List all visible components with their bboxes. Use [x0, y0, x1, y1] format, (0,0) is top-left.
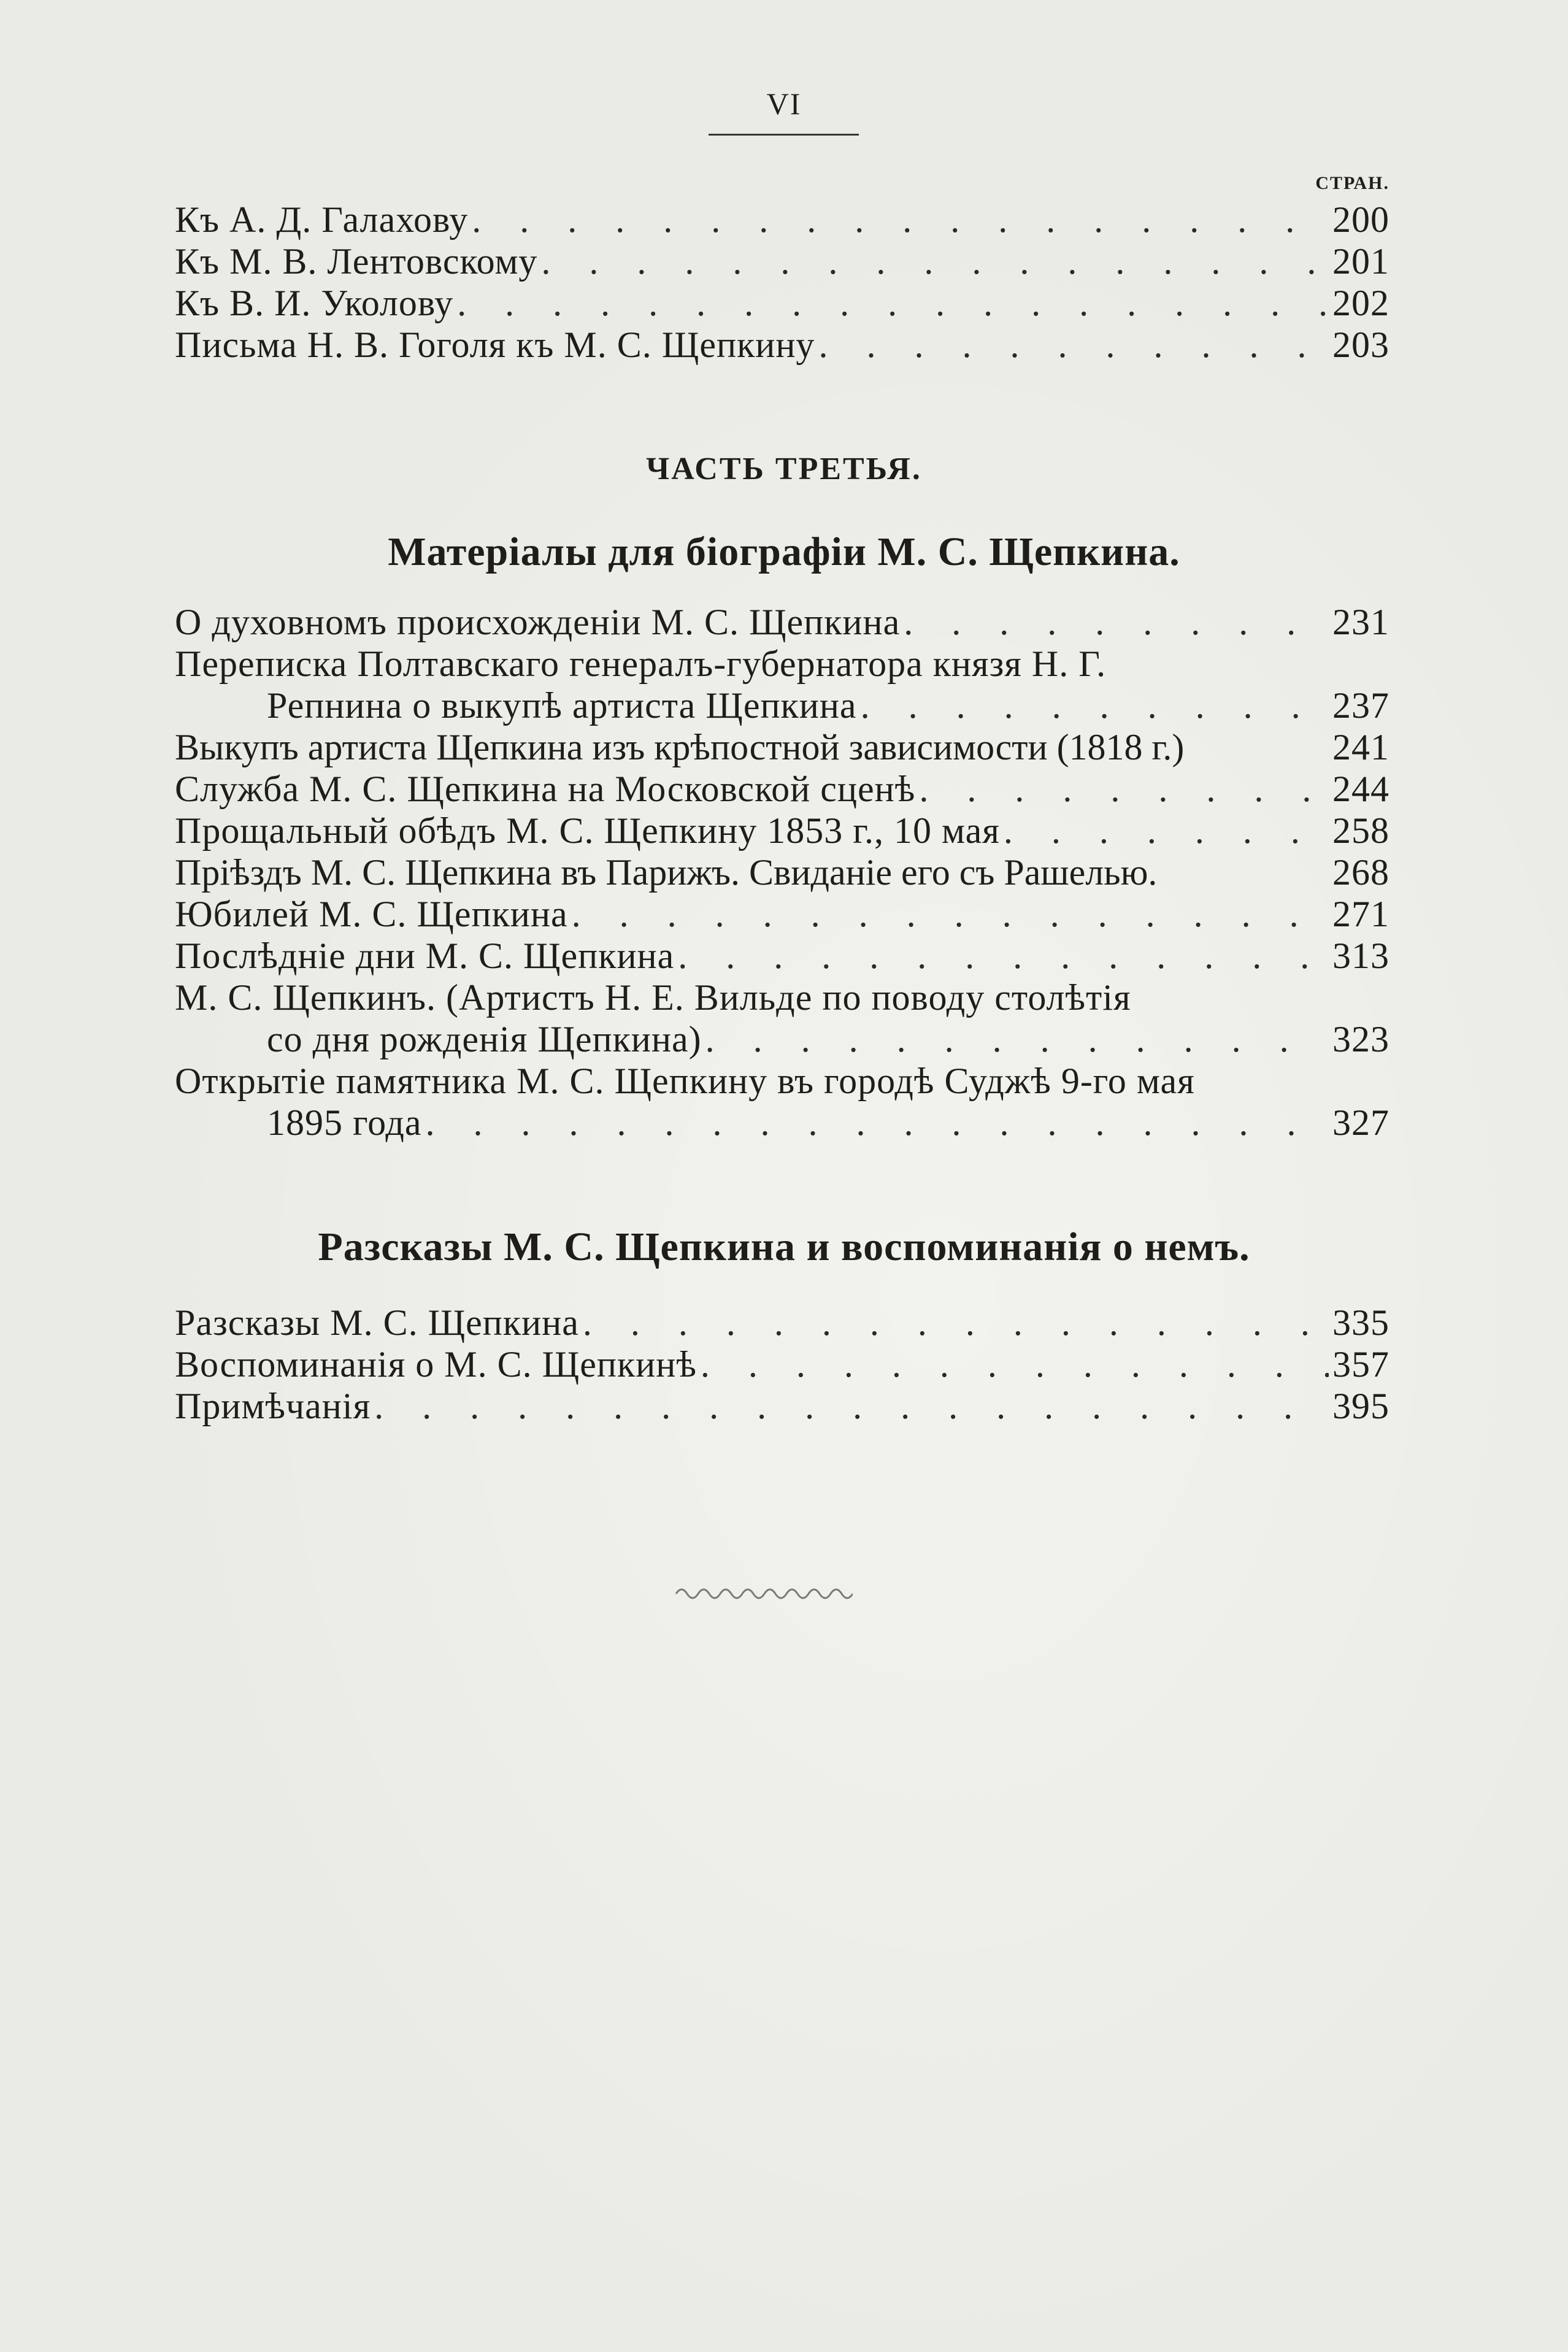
- toc-entry[interactable]: [175, 1302, 1389, 1343]
- toc-block-stories: [175, 1302, 1389, 1427]
- toc-entry-title: Прощальный обѣдъ М. С. Щепкину 1853 г., 10 мая: [175, 810, 1000, 851]
- dot-leader: [861, 685, 1329, 726]
- toc-entry-title: О духовномъ происхожденіи М. С. Щепкина: [175, 602, 901, 642]
- toc-entry-page: 323: [1332, 1019, 1389, 1059]
- toc-block-letters: [175, 199, 1389, 366]
- toc-entry-continuation[interactable]: [175, 1102, 1389, 1143]
- toc-entry[interactable]: [175, 768, 1389, 810]
- toc-entry-page: 327: [1332, 1102, 1389, 1143]
- toc-entry-page: 231: [1332, 602, 1389, 642]
- toc-entry-title: Разсказы М. С. Щепкина: [175, 1302, 579, 1343]
- toc-entry-page: 271: [1332, 894, 1389, 934]
- dot-leader: [919, 768, 1329, 810]
- dot-leader: [426, 1102, 1329, 1143]
- dot-leader: [701, 1343, 1329, 1385]
- toc-entry-page: 237: [1332, 685, 1389, 726]
- section-heading-stories: Разсказы М. С. Щепкина и воспоминанія о немъ.: [318, 1224, 1250, 1269]
- toc-entry-title-continuation: Репнина о выкупѣ артиста Щепкина: [267, 685, 857, 726]
- toc-entry[interactable]: [175, 810, 1389, 851]
- toc-entry-continuation[interactable]: [175, 1018, 1389, 1060]
- toc-entry-title: Выкупъ артиста Щепкина изъ крѣпостной зависимости (1818 г.): [175, 727, 1185, 767]
- dot-leader: [678, 935, 1329, 977]
- toc-entry-page: 200: [1332, 199, 1389, 240]
- dot-leader: [1004, 810, 1329, 851]
- toc-entry-page: 202: [1332, 283, 1389, 323]
- toc-entry[interactable]: [175, 643, 1389, 685]
- toc-entry-title-continuation: со дня рожденія Щепкина): [267, 1019, 702, 1059]
- toc-block-materials: [175, 601, 1389, 1143]
- toc-entry[interactable]: [175, 893, 1389, 935]
- toc-entry-title: Къ М. В. Лентовскому: [175, 241, 538, 282]
- dot-leader: [541, 240, 1329, 282]
- toc-entry-title: Служба М. С. Щепкина на Московской сценѣ: [175, 769, 916, 809]
- section-heading-materials: Матеріалы для біографіи М. С. Щепкина.: [388, 529, 1180, 574]
- toc-entry-page: 268: [1332, 852, 1389, 893]
- dot-leader: [904, 601, 1329, 643]
- toc-entry-title: Послѣдніе дни М. С. Щепкина: [175, 936, 675, 976]
- toc-entry-page: 335: [1332, 1302, 1389, 1343]
- toc-entry-page: 241: [1332, 727, 1389, 767]
- toc-entry[interactable]: [175, 240, 1389, 282]
- toc-entry-title: Юбилей М. С. Щепкина: [175, 894, 568, 934]
- toc-entry[interactable]: [175, 324, 1389, 366]
- dot-leader: [705, 1018, 1329, 1060]
- toc-entry[interactable]: [175, 726, 1389, 768]
- wavy-rule-ornament-icon: [675, 1583, 853, 1601]
- toc-entry[interactable]: [175, 282, 1389, 324]
- toc-entry-page: 244: [1332, 769, 1389, 809]
- toc-entry-title: Открытіе памятника М. С. Щепкину въ городѣ Суджѣ 9-го мая: [175, 1061, 1195, 1101]
- toc-entry-page: 201: [1332, 241, 1389, 282]
- dot-leader: [457, 282, 1329, 324]
- toc-entry[interactable]: [175, 1343, 1389, 1385]
- toc-entry-title: Письма Н. В. Гоголя къ М. С. Щепкину: [175, 325, 815, 365]
- toc-entry-page: 258: [1332, 810, 1389, 851]
- toc-entry[interactable]: [175, 601, 1389, 643]
- dot-leader: [572, 893, 1329, 935]
- toc-entry-page: 395: [1332, 1386, 1389, 1426]
- toc-entry[interactable]: [175, 851, 1389, 893]
- dot-leader: [583, 1302, 1329, 1343]
- dot-leader: [374, 1385, 1329, 1427]
- part-heading: ЧАСТЬ ТРЕТЬЯ.: [646, 452, 922, 486]
- toc-entry-title: Примѣчанія: [175, 1386, 371, 1426]
- dot-leader: [818, 324, 1329, 366]
- toc-entry-title: Переписка Полтавскаго генералъ-губернатора князя Н. Г.: [175, 644, 1107, 684]
- toc-entry[interactable]: [175, 1060, 1389, 1102]
- toc-entry-title: Пріѣздъ М. С. Щепкина въ Парижъ. Свиданіе его съ Рашелью.: [175, 852, 1158, 893]
- toc-entry-title: Воспоминанія о М. С. Щепкинѣ: [175, 1344, 697, 1385]
- toc-entry-continuation[interactable]: [175, 685, 1389, 726]
- page-column-label: СТРАН.: [1315, 173, 1389, 193]
- page-folio: VI: [766, 86, 802, 121]
- toc-entry-title-continuation: 1895 года: [267, 1102, 422, 1143]
- toc-entry-title: М. С. Щепкинъ. (Артистъ Н. Е. Вильде по поводу столѣтія: [175, 977, 1131, 1018]
- toc-entry-page: 313: [1332, 936, 1389, 976]
- folio-rule: [709, 134, 859, 136]
- toc-entry[interactable]: [175, 935, 1389, 977]
- toc-entry-page: 357: [1332, 1344, 1389, 1385]
- dot-leader: [472, 199, 1329, 240]
- toc-entry-title: Къ А. Д. Галахову: [175, 199, 469, 240]
- toc-entry[interactable]: [175, 977, 1389, 1018]
- toc-entry[interactable]: [175, 1385, 1389, 1427]
- toc-entry-page: 203: [1332, 325, 1389, 365]
- toc-entry[interactable]: [175, 199, 1389, 240]
- toc-entry-title: Къ В. И. Уколову: [175, 283, 454, 323]
